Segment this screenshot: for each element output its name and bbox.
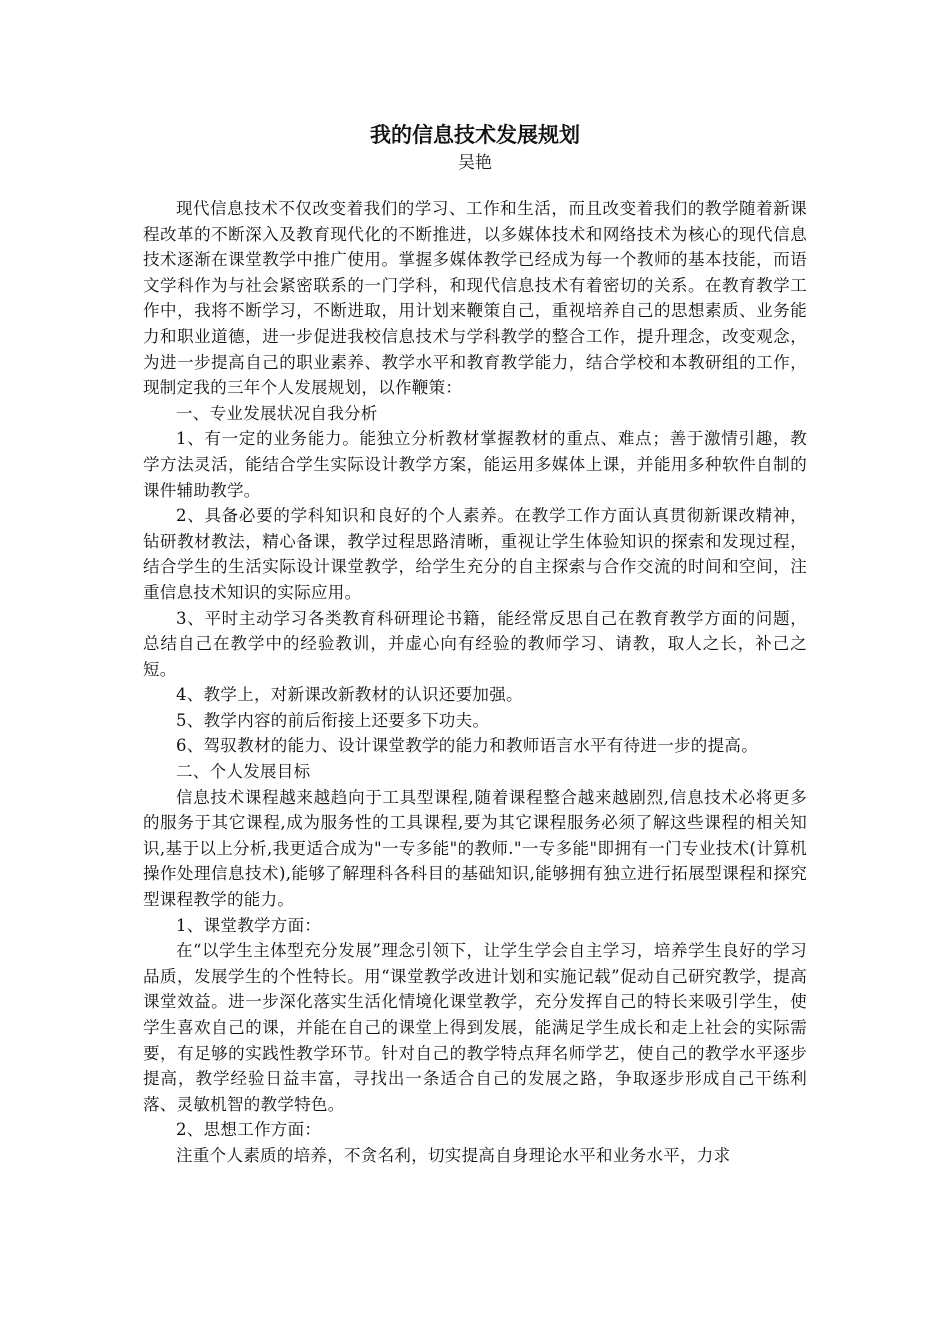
subheading-classroom-teaching: 1、课堂教学方面： [176, 915, 322, 935]
ideological-work-paragraph: 注重个人素质的培养，不贪名利，切实提高自身理论水平和业务水平，力求 [176, 1145, 731, 1165]
goals-paragraph: 信息技术课程越来越趋向于工具型课程,随着课程整合越来越剧烈,信息技术必将更多的服务于其它课程,成为服务性的工具课程,要为其它课程服务必须了解这些课程的相关知识,基于以上分析,我更适合成为"一专多能"的教师."一专多能"即拥有一门专业技术(计算机操作处理信息技术),能够了解理科各科目的基础知识,能够拥有独立进行拓展型课程和探究型课程教学的能力。 [143, 787, 807, 910]
document-title: 我的信息技术发展规划 [370, 122, 580, 147]
section-heading-self-analysis: 一、专业发展状况自我分析 [176, 403, 378, 423]
list-item: 4、教学上，对新课改新教材的认识还要加强。 [176, 685, 523, 705]
list-item: 5、教学内容的前后衔接上还要多下功夫。 [176, 710, 490, 730]
classroom-teaching-paragraph: 在“以学生主体型充分发展”理念引领下，让学生学会自主学习，培养学生良好的学习品质，发展学生的个性特长。用“课堂教学改进计划和实施记载”促动自己研究教学，提高课堂效益。进一步深化落实生活化情境化课堂教学，充分发挥自己的特长来吸引学生，使学生喜欢自己的课，并能在自己的课堂上得到发展，能满足学生成长和走上社会的实际需要，有足够的实践性教学环节。针对自己的教学特点拜名师学艺，使自己的教学水平逐步提高，教学经验日益丰富，寻找出一条适合自己的发展之路，争取逐步形成自己干练利落、灵敏机智的教学特色。 [143, 941, 807, 1114]
section-heading-goals: 二、个人发展目标 [176, 762, 311, 782]
document-author: 吴艳 [458, 153, 492, 173]
list-item: 2、具备必要的学科知识和良好的个人素养。在教学工作方面认真贯彻新课改精神，钻研教材教法，精心备课，教学过程思路清晰，重视让学生体验知识的探索和发现过程，结合学生的生活实际设计课堂教学，给学生充分的自主探索与合作交流的时间和空间，注重信息技术知识的实际应用。 [143, 506, 807, 602]
list-item: 6、驾驭教材的能力、设计课堂教学的能力和教师语言水平有待进一步的提高。 [176, 736, 758, 756]
list-item: 3、平时主动学习各类教育科研理论书籍，能经常反思自己在教育教学方面的问题，总结自己在教学中的经验教训，并虚心向有经验的教师学习、请教，取人之长，补己之短。 [143, 608, 807, 679]
intro-paragraph: 现代信息技术不仅改变着我们的学习、工作和生活，而且改变着我们的教学随着新课程改革的不断深入及教育现代化的不断推进，以多媒体技术和网络技术为核心的现代信息技术逐渐在课堂教学中推广使用。掌握多媒体教学已经成为每一个教师的基本技能，而语文学科作为与社会紧密联系的一门学科，和现代信息技术有着密切的关系。在教育教学工作中，我将不断学习，不断进取，用计划来鞭策自己，重视培养自己的思想素质、业务能力和职业道德，进一步促进我校信息技术与学科教学的整合工作，提升理念，改变观念，为进一步提高自己的职业素养、教学水平和教育教学能力，结合学校和本教研组的工作，现制定我的三年个人发展规划，以作鞭策： [143, 199, 807, 398]
list-item: 1、有一定的业务能力。能独立分析教材掌握教材的重点、难点；善于激情引趣，教学方法灵活，能结合学生实际设计教学方案，能运用多媒体上课，并能用多种软件自制的课件辅助教学。 [143, 429, 807, 500]
subheading-ideological-work: 2、思想工作方面： [176, 1120, 322, 1140]
document-page [143, 120, 807, 1169]
